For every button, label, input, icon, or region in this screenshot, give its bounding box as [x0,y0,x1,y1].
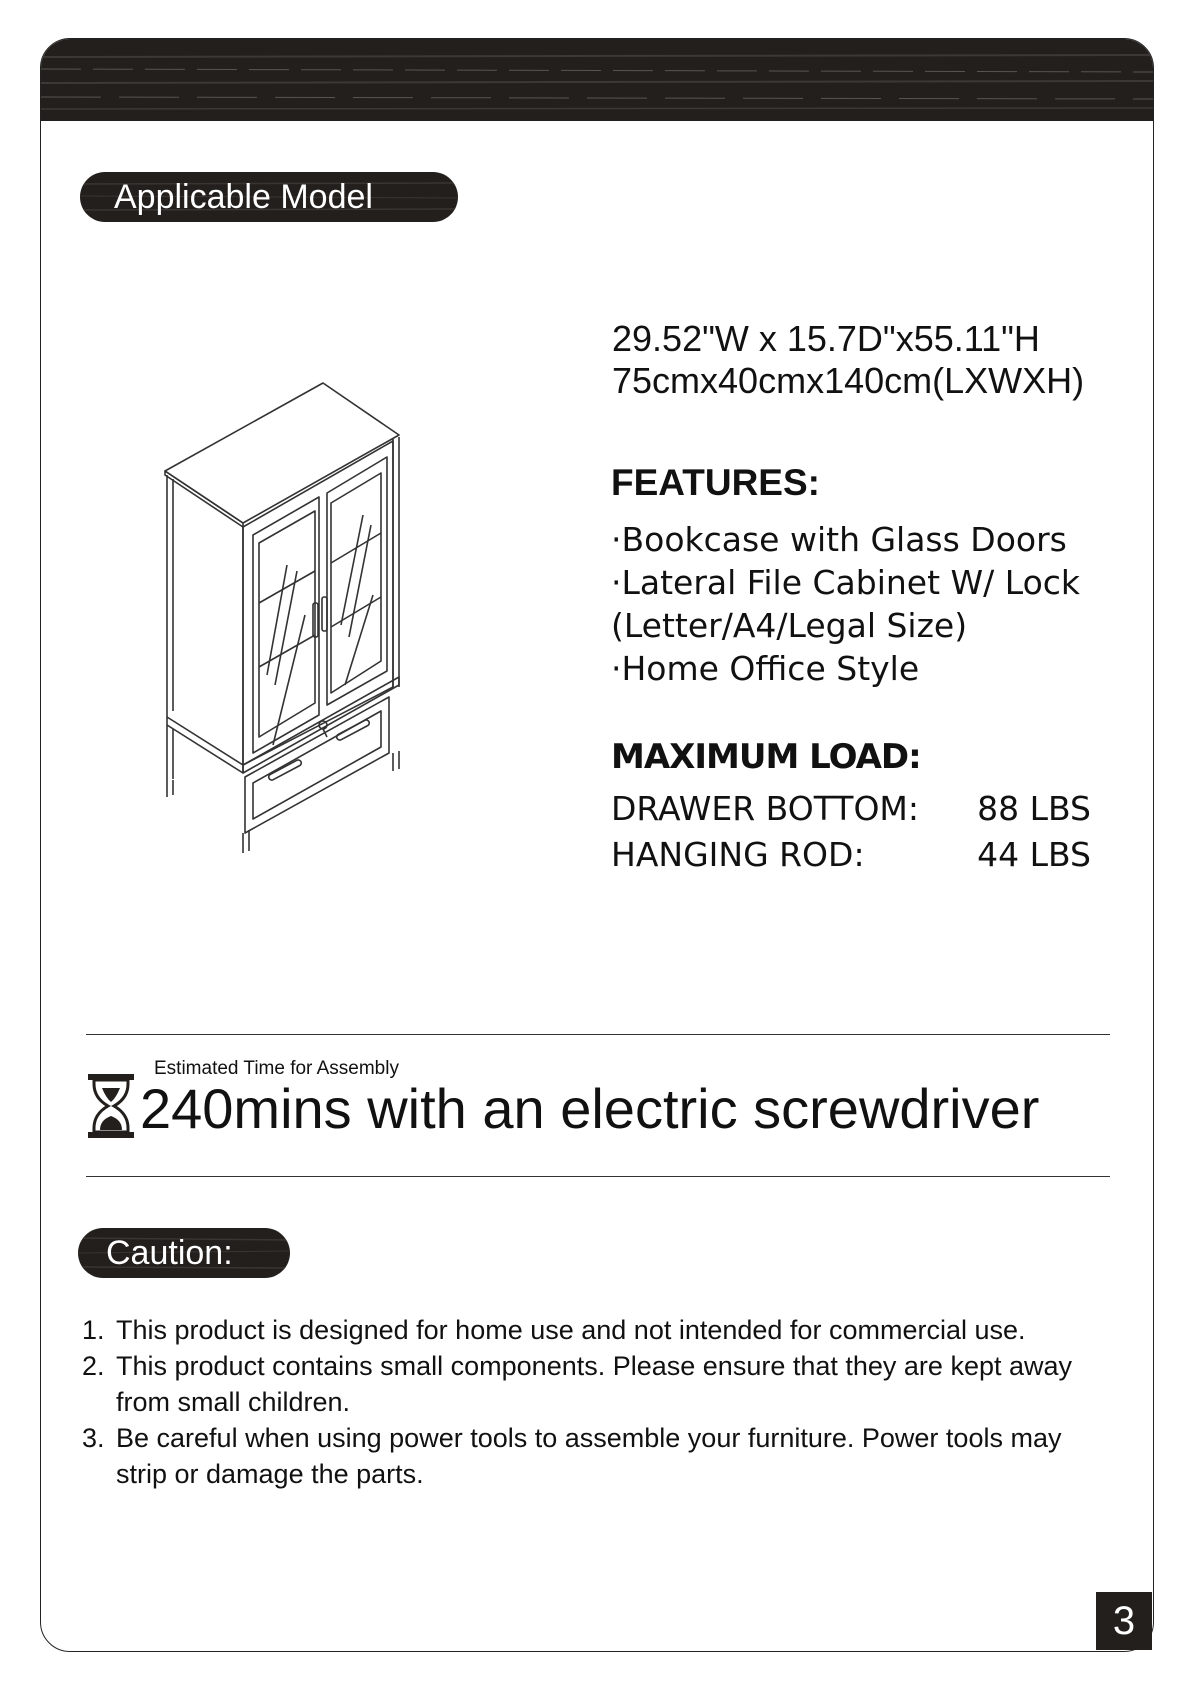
dimensions-block [612,318,1084,402]
max-load-heading: MAXIMUM LOAD: [611,737,921,777]
assembly-time-label: Estimated Time for Assembly [154,1058,399,1079]
caution-item-text: Be careful when using power tools to assemble your furniture. Power tools may strip or damage the parts. [116,1423,1062,1489]
load-label: DRAWER BOTTOM: [611,789,920,828]
hourglass-icon [86,1072,136,1140]
caution-item-number: 1. [82,1315,105,1345]
divider-top [86,1034,1110,1035]
cabinet-illustration [155,375,435,855]
feature-item: ·Bookcase with Glass Doors [611,520,1067,559]
feature-item: (Letter/A4/Legal Size) [611,606,968,645]
caution-item-number: 2. [82,1351,105,1381]
load-row [611,832,1091,878]
load-row [611,786,1091,832]
features-list [611,518,1080,690]
caution-label: Caution: [106,1234,233,1272]
page-number: 3 [1096,1592,1152,1650]
header-band [41,39,1153,121]
feature-item: ·Lateral File Cabinet W/ Lock [611,563,1081,602]
caution-item-text: This product is designed for home use and not intended for commercial use. [116,1315,1026,1345]
caution-item-number: 3. [82,1423,105,1453]
dimensions-imperial: 29.52"W x 15.7D"x55.11"H [612,318,1040,359]
feature-item: ·Home Office Style [611,649,920,688]
features-heading: FEATURES: [611,462,820,503]
load-label: HANGING ROD: [611,835,865,874]
caution-item-text: This product contains small components. Please ensure that they are kept away from small children. [116,1351,1073,1417]
load-value: 88 LBS [977,789,1091,828]
max-load-table [611,786,1091,878]
caution-list [82,1312,1156,1492]
dimensions-metric: 75cmx40cmx140cm(LXWXH) [612,360,1085,401]
applicable-model-heading [80,172,458,222]
caution-heading [78,1228,290,1278]
assembly-time-value: 240mins with an electric screwdriver [140,1077,1040,1140]
caution-item [82,1348,1116,1420]
caution-item [82,1420,1116,1492]
load-value: 44 LBS [977,835,1091,874]
caution-item [82,1312,1156,1348]
divider-bottom [86,1176,1110,1177]
applicable-model-label: Applicable Model [114,178,373,216]
